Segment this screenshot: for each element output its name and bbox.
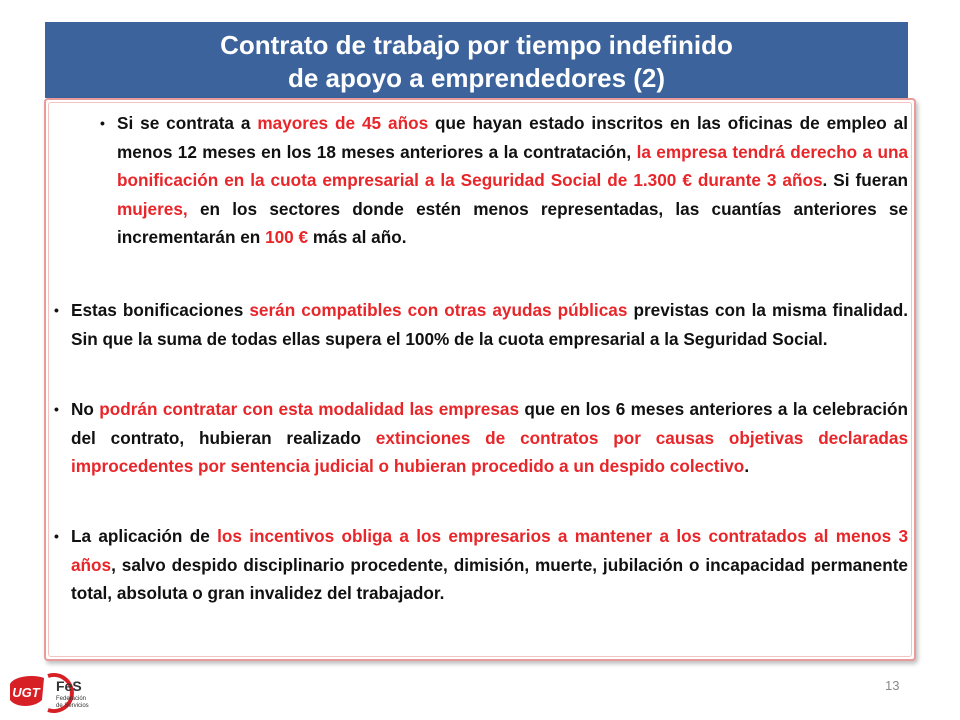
logo-fes-text: FeS: [56, 678, 82, 694]
body-text: Estas bonificaciones: [71, 300, 250, 320]
bullet-4: [54, 522, 909, 608]
highlight-text: la empresa tendrá derecho a una bonificación en la cuota empresarial a la Seguridad Social de 1.300 € durante 3 años: [117, 141, 909, 190]
slide-title: [45, 22, 908, 98]
highlight-text: extinciones de contratos por causas objetivas declaradas improcedentes por sentencia judicial o hubieran procedido a un despido colectivo: [71, 427, 909, 476]
bullet-dot-icon: •: [100, 115, 105, 131]
bullet-3: [54, 395, 909, 481]
bullet-2-text: [71, 300, 908, 349]
body-text: La aplicación de: [71, 526, 218, 546]
highlight-text: mayores de 45 años: [257, 113, 429, 133]
body-text: Si se contrata a: [117, 113, 258, 133]
body-text: . Si fueran: [822, 170, 909, 190]
highlight-text: mujeres,: [117, 198, 188, 219]
bullet-4-text: [71, 526, 908, 603]
highlight-text: 100 €: [265, 227, 309, 247]
ugt-fes-logo: [4, 670, 104, 716]
body-text: que hayan estado inscritos en las oficinas de empleo al menos 12 meses en los 18 meses anteriores a la contratación,: [117, 113, 909, 162]
page-number: 13: [885, 678, 900, 693]
body-text: en los sectores donde estén menos representadas, las cuantías anteriores se incrementarán en: [117, 198, 908, 247]
body-text: que en los 6 meses anteriores a la celebración del contrato, hubieran realizado: [71, 399, 909, 448]
logo-sub1-text: Federación: [56, 696, 87, 702]
body-text: , salvo despido disciplinario procedente, dimisión, muerte, jubilación o incapacidad permanente total, absoluta o gran invalidez del trabajador.: [71, 554, 908, 603]
bullet-2: [54, 296, 908, 353]
bullet-3-text: [71, 399, 908, 476]
logo-ugt-text: UGT: [12, 685, 40, 700]
body-text: más al año.: [308, 227, 407, 247]
logo-sub2-text: de Servicios: [56, 703, 89, 709]
highlight-text: serán compatibles con otras ayudas públicas: [249, 300, 628, 320]
highlight-text: podrán contratar con esta modalidad las empresas: [99, 399, 520, 419]
bullet-dot-icon: •: [54, 302, 59, 318]
bullet-dot-icon: •: [54, 528, 59, 544]
highlight-text: los incentivos obliga a los empresarios a mantener a los contratados al menos 3 años: [71, 526, 909, 575]
title-line-2: de apoyo a emprendedores (2): [287, 63, 666, 93]
bullet-1-text: [117, 113, 908, 247]
bullet-1: [100, 109, 909, 252]
body-text: .: [744, 456, 750, 476]
body-text: previstas con la misma finalidad. Sin que la suma de todas ellas supera el 100% de la cuota empresarial a la Seguridad Social.: [71, 300, 908, 349]
title-line-1: Contrato de trabajo por tiempo indefinido: [220, 30, 733, 60]
bullet-dot-icon: •: [54, 401, 59, 417]
body-text: No: [71, 399, 100, 419]
